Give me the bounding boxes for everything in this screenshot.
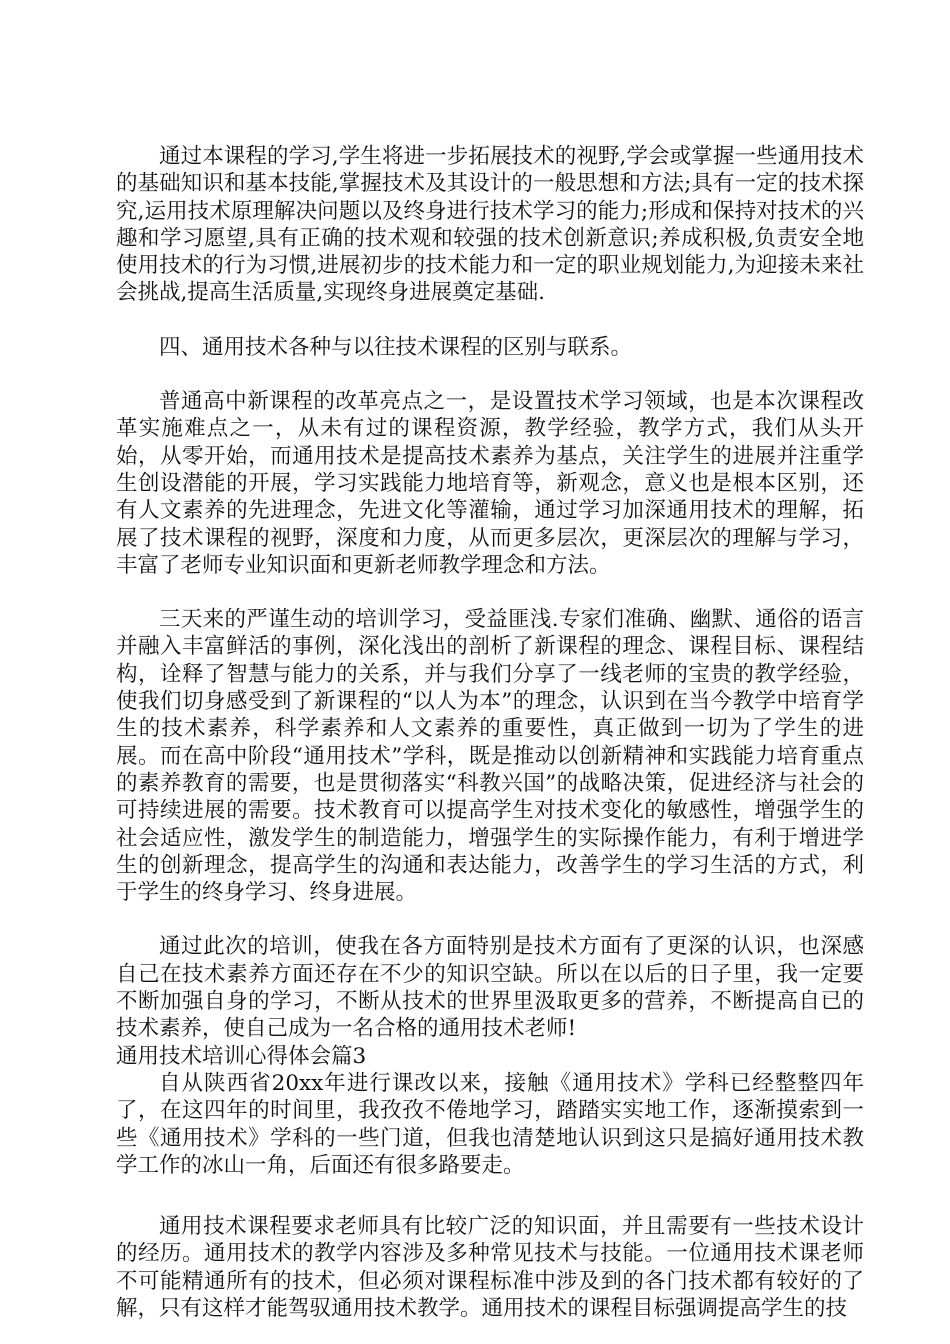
paragraph-three-days-training: 三天来的严谨生动的培训学习，受益匪浅.专家们准确、幽默、通俗的语言并融入丰富鲜活的事例，深化浅出的剖析了新课程的理念、课程目标、课程结构，诠释了智慧与能力的关系，并与我们分享了一线老师的宝贵的教学经验，使我们切身感受到了新课程的“以人为本”的理念，认识到在当今教学中培育学生的技术素养，科学素养和人文素养的重要性，真正做到一切为了学生的进展。而在高中阶段“通用技术”学科，既是推动以创新精神和实践能力培育重点的素养教育的需要，也是贯彻落实“科教兴国”的战略决策，促进经济与社会的可持续进展的需要。技术教育可以提高学生对技术变化的敏感性，增强学生的社会适应性，激发学生的制造能力，增强学生的实际操作能力，有利于增进学生的创新理念，提高学生的沟通和表达能力，改善学生的学习生活的方式，利于学生的终身学习、终身进展。 xyxy=(116,607,864,906)
document-body xyxy=(116,143,864,1322)
section-heading-four: 四、通用技术各种与以往技术课程的区别与联系。 xyxy=(159,334,633,360)
paragraph-spacer xyxy=(116,579,864,606)
paragraph-course-goals: 通过本课程的学习,学生将进一步拓展技术的视野,学会或掌握一些通用技术的基础知识和基本技能,掌握技术及其设计的一般思想和方法;具有一定的技术探究,运用技术原理解决问题以及终身进行技术学习的能力;形成和保持对技术的兴趣和学习愿望,具有正确的技术观和较强的技术创新意识;养成积极,负责安全地使用技术的行为习惯,进展初步的技术能力和一定的职业规划能力,为迎接未来社会挑战,提高生活质量,实现终身进展奠定基础. xyxy=(116,144,864,306)
paragraph-spacer xyxy=(116,906,864,933)
article-title: 通用技术培训心得体会篇3 xyxy=(116,1043,367,1069)
paragraph-reform-highlight: 普通高中新课程的改革亮点之一，是设置技术学习领域，也是本次课程改革实施难点之一，从未有过的课程资源，教学经验，教学方式，我们从头开始，从零开始，而通用技术是提高技术素养为基点，关注学生的进展并注重学生创设潜能的开展，学习实践能力地培育等，新观念，意义也是根本区别，还有人文素养的先进理念，先进文化等灌输，通过学习加深通用技术的理解，拓展了技术课程的视野，深度和力度，从而更多层次，更深层次的理解与学习，丰富了老师专业知识面和更新老师教学理念和方法。 xyxy=(116,389,864,578)
paragraph-training-reflection: 通过此次的培训，使我在各方面特别是技术方面有了更深的认识，也深感自己在技术素养方面还存在不少的知识空缺。所以在以后的日子里，我一定要不断加强自身的学习，不断从技术的世界里汲取更多的营养，不断提高自已的技术素养，使自己成为一名合格的通用技术老师! xyxy=(116,934,864,1042)
paragraph-spacer xyxy=(116,361,864,388)
paragraph-shaanxi-reform: 自从陕西省20xx年进行课改以来，接触《通用技术》学科已经整整四年了，在这四年的时间里，我孜孜不倦地学习，踏踏实实地工作，逐渐摸索到一些《通用技术》学科的一些门道，但我也清楚地认识到这只是搞好通用技术教学工作的冰山一角，后面还有很多路要走。 xyxy=(116,1070,864,1178)
paragraph-spacer xyxy=(116,1179,864,1213)
paragraph-spacer xyxy=(116,307,864,334)
paragraph-teacher-requirements: 通用技术课程要求老师具有比较广泛的知识面，并且需要有一些技术设计的经历。通用技术的教学内容涉及多种常见技术与技能。一位通用技术课老师不可能精通所有的技术，但必须对课程标准中涉及到的各门技术都有较好的了解，只有这样才能驾驭通用技术教学。通用技术的课程目标强调提高学生的技 xyxy=(116,1214,864,1321)
